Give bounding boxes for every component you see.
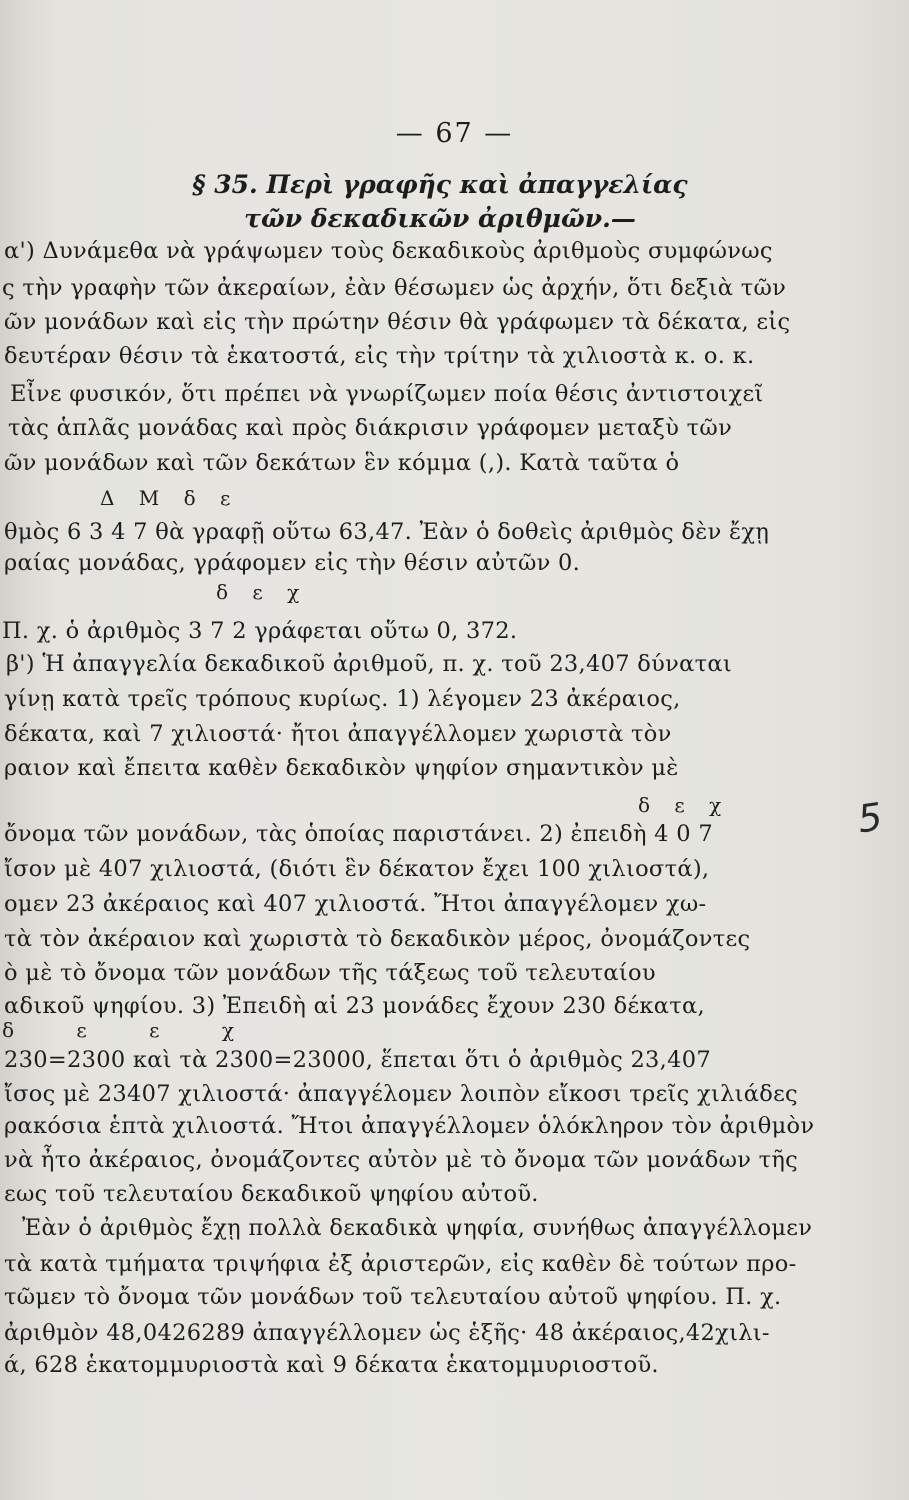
text-line: τὰς ἁπλᾶς μονάδας καὶ πρὸς διάκρισιν γράφομεν μεταξὺ τῶν xyxy=(8,415,733,441)
text-line: ά, 628 ἑκατομμυριοστὰ καὶ 9 δέκατα ἑκατομμυριοστοῦ. xyxy=(4,1352,659,1378)
text-line: αδικοῦ ψηφίου. 3) Ἐπειδὴ αἱ 23 μονάδες ἔχουν 230 δέκατα, xyxy=(4,993,705,1019)
text-line: ομεν 23 ἀκέραιος καὶ 407 χιλιοστά. Ἤτοι ἀπαγγέλομεν χω- xyxy=(4,891,707,917)
place-label-dmde: Δ Μ δ ε xyxy=(100,486,240,510)
text-line: ὄνομα τῶν μονάδων, τὰς ὁποίας παριστάνει. 2) ἐπειδὴ 4 0 7 xyxy=(4,821,713,847)
text-line: τῶμεν τὸ ὄνομα τῶν μονάδων τοῦ τελευταίου αὐτοῦ ψηφίου. Π. χ. xyxy=(4,1284,782,1310)
text-line: ς τὴν γραφὴν τῶν ἀκεραίων, ἐὰν θέσωμεν ὡς ἀρχήν, ὅτι δεξιὰ τῶν xyxy=(2,275,787,301)
page-number: — 67 — xyxy=(395,118,514,149)
handwritten-margin-note: 5 xyxy=(855,794,886,842)
text-line: τὰ τὸν ἀκέραιον καὶ χωριστὰ τὸ δεκαδικὸν μέρος, ὀνομάζοντες xyxy=(4,926,751,952)
text-line: ἀριθμὸν 48,0426289 ἀπαγγέλλομεν ὡς ἑξῆς· 48 ἀκέραιος,42χιλι- xyxy=(4,1320,770,1346)
text-line: Εἶνε φυσικόν, ὅτι πρέπει νὰ γνωρίζωμεν ποία θέσις ἀντιστοιχεῖ xyxy=(10,381,764,407)
text-line: ῶν μονάδων καὶ τῶν δεκάτων ἓν κόμμα (,). Κατὰ ταῦτα ὁ xyxy=(4,450,680,476)
text-line: ὸ μὲ τὸ ὄνομα τῶν μονάδων τῆς τάξεως τοῦ τελευταίου xyxy=(4,960,656,986)
text-line: ραιον καὶ ἔπειτα καθὲν δεκαδικὸν ψηφίον σημαντικὸν μὲ xyxy=(4,755,679,781)
place-label-dex-1: δ ε χ xyxy=(216,580,309,604)
text-line: ῶν μονάδων καὶ εἰς τὴν πρώτην θέσιν θὰ γράφωμεν τὰ δέκατα, εἰς xyxy=(4,309,791,335)
text-line: τὰ κατὰ τμήματα τριψήφια ἐξ ἀριστερῶν, εἰς καθὲν δὲ τούτων προ- xyxy=(4,1251,797,1277)
text-line: γίνῃ κατὰ τρεῖς τρόπους κυρίως. 1) λέγομεν 23 ἀκέραιος, xyxy=(4,686,681,712)
text-line: δευτέραν θέσιν τὰ ἑκατοστά, εἰς τὴν τρίτην τὰ χιλιοστὰ κ. ο. κ. xyxy=(4,343,755,369)
place-label-dex-2: δ ε χ xyxy=(638,793,731,817)
section-heading-line1: § 35. Περὶ γραφῆς καὶ ἀπαγγελίας xyxy=(192,170,688,199)
text-line: β') Ἡ ἀπαγγελία δεκαδικοῦ ἀριθμοῦ, π. χ. τοῦ 23,407 δύναται xyxy=(6,651,732,677)
text-line: ρακόσια ἑπτὰ χιλιοστά. Ἤτοι ἀπαγγέλλομεν ὁλόκληρον τὸν ἀριθμὸν xyxy=(4,1113,815,1139)
section-heading-line2: τῶν δεκαδικῶν ἀριθμῶν.— xyxy=(244,204,636,233)
text-line: θμὸς 6 3 4 7 θὰ γραφῇ οὕτω 63,47. Ἐὰν ὁ δοθεὶς ἀριθμὸς δὲν ἔχῃ xyxy=(4,519,770,545)
text-line: ἴσος μὲ 23407 χιλιοστά· ἀπαγγέλομεν λοιπὸν εἴκοσι τρεῖς χιλιάδες xyxy=(4,1081,798,1107)
text-line: Π. χ. ὁ ἀριθμὸς 3 7 2 γράφεται οὕτω 0, 372. xyxy=(2,618,518,644)
text-line: ραίας μονάδας, γράφομεν εἰς τὴν θέσιν αὐτῶν 0. xyxy=(4,550,581,576)
text-line: ἴσον μὲ 407 χιλιοστά, (διότι ἓν δέκατον ἔχει 100 χιλιοστά), xyxy=(4,856,710,882)
place-label-deex: δ ε ε χ xyxy=(2,1018,262,1042)
text-line: εως τοῦ τελευταίου δεκαδικοῦ ψηφίου αὐτοῦ. xyxy=(4,1181,539,1207)
text-line: νὰ ἦτο ἀκέραιος, ὀνομάζοντες αὐτὸν μὲ τὸ ὄνομα τῶν μονάδων τῆς xyxy=(4,1147,799,1173)
text-line: 230=2300 καὶ τὰ 2300=23000, ἕπεται ὅτι ὁ ἀριθμὸς 23,407 xyxy=(4,1047,711,1073)
text-line: Ἐὰν ὁ ἀριθμὸς ἔχῃ πολλὰ δεκαδικὰ ψηφία, συνήθως ἀπαγγέλλομεν xyxy=(22,1215,813,1241)
text-line: δέκατα, καὶ 7 χιλιοστά· ἤτοι ἀπαγγέλλομεν χωριστὰ τὸν xyxy=(4,721,672,747)
text-line: α') Δυνάμεθα νὰ γράψωμεν τοὺς δεκαδικοὺς ἀριθμοὺς συμφώνως xyxy=(4,238,773,264)
